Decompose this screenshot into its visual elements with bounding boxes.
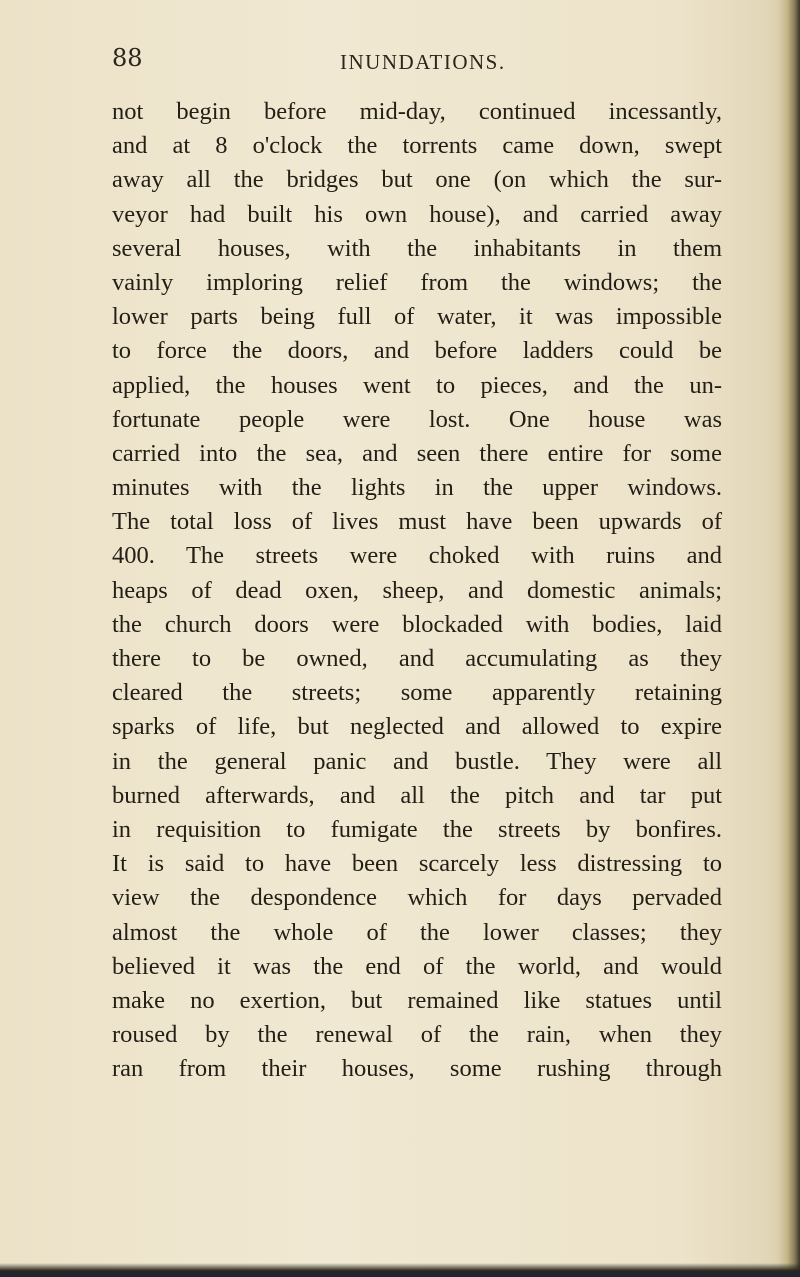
text-line: almost the whole of the lower classes; they	[112, 918, 722, 946]
text-line: in requisition to fumigate the streets by bonfires.	[112, 815, 722, 843]
page-edge-shadow	[778, 0, 800, 1277]
text-line: applied, the houses went to pieces, and the un-	[112, 371, 722, 399]
text-line: fortunate people were lost. One house was	[112, 405, 722, 433]
text-line: carried into the sea, and seen there entire for some	[112, 439, 722, 467]
text-line: away all the bridges but one (on which the sur-	[112, 166, 722, 194]
text-line: minutes with the lights in the upper windows.	[112, 474, 722, 502]
text-line: cleared the streets; some apparently retaining	[112, 679, 722, 707]
text-line: to force the doors, and before ladders could be	[112, 337, 722, 365]
body-text	[112, 95, 722, 1086]
text-line: there to be owned, and accumulating as they	[112, 645, 722, 672]
text-line: view the despondence which for days pervaded	[112, 884, 722, 912]
text-line: sparks of life, but neglected and allowed to expire	[112, 713, 722, 741]
text-line: It is said to have been scarcely less distressing to	[112, 850, 722, 878]
text-line: burned afterwards, and all the pitch and tar put	[112, 781, 722, 809]
text-line: veyor had built his own house), and carried away	[112, 200, 722, 228]
text-line: The total loss of lives must have been upwards of	[112, 508, 722, 536]
text-line: believed it was the end of the world, and would	[112, 952, 722, 980]
text-line: several houses, with the inhabitants in them	[112, 234, 722, 262]
page-bottom-edge	[0, 1263, 800, 1277]
text-line: roused by the renewal of the rain, when they	[112, 1021, 722, 1049]
text-line: ran from their houses, some rushing through	[112, 1055, 722, 1083]
running-head: INUNDATIONS.	[340, 50, 506, 74]
text-line: not begin before mid-day, continued incessantly,	[112, 98, 722, 125]
text-line: lower parts being full of water, it was impossible	[112, 303, 722, 331]
text-line: vainly imploring relief from the windows; the	[112, 268, 722, 296]
text-line: the church doors were blockaded with bodies, laid	[112, 610, 722, 638]
text-line: make no exertion, but remained like statues until	[112, 986, 722, 1014]
text-line: in the general panic and bustle. They were all	[112, 747, 722, 775]
text-line: and at 8 o'clock the torrents came down, swept	[112, 132, 722, 160]
text-line: heaps of dead oxen, sheep, and domestic animals;	[112, 576, 722, 604]
page-number: 88	[112, 44, 143, 72]
text-line: 400. The streets were choked with ruins and	[112, 542, 722, 570]
